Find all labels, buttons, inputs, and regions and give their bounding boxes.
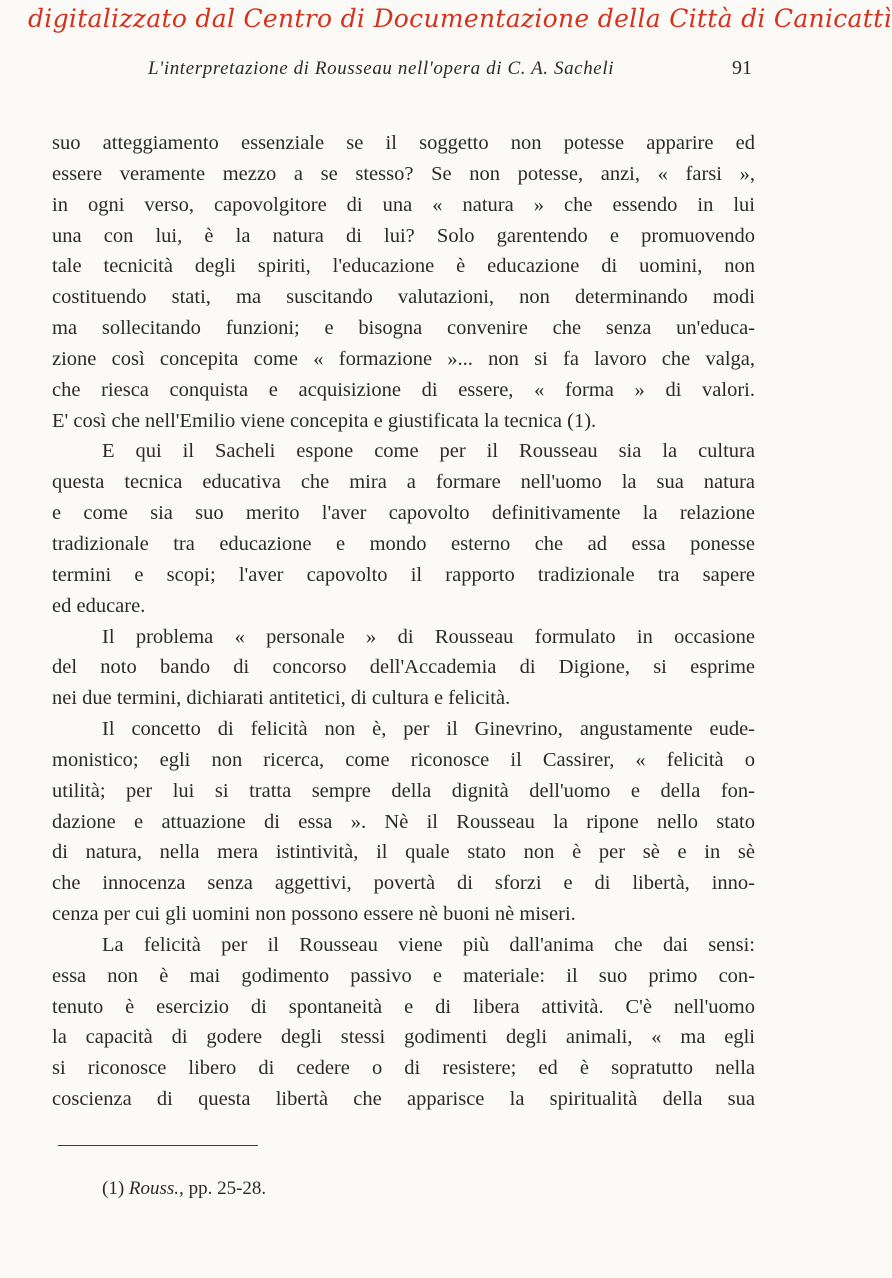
footnote-marker: (1) (102, 1178, 125, 1199)
text-line: termini e scopi; l'aver capovolto il rapporto tradizionale tra sapere (52, 563, 755, 586)
text-line: essa non è mai godimento passivo e materiale: il suo primo con- (52, 964, 755, 987)
text-line: essere veramente mezzo a se stesso? Se non potesse, anzi, « farsi », (52, 162, 755, 185)
footnote-pages: pp. 25-28. (188, 1178, 267, 1199)
text-line: ma sollecitando funzioni; e bisogna convenire che senza un'educa- (52, 317, 755, 340)
text-line: costituendo stati, ma suscitando valutazioni, non determinando modi (52, 286, 755, 309)
paragraph-start-line: Il problema « personale » di Rousseau formulato in occasione (102, 625, 755, 648)
text-line: una con lui, è la natura di lui? Solo garentendo e promuovendo (52, 224, 755, 247)
text-line: che riesca conquista e acquisizione di essere, « forma » di valori. (52, 378, 755, 401)
text-line: coscienza di questa libertà che apparisce la spiritualità della sua (52, 1088, 755, 1111)
footnote (102, 1178, 266, 1200)
text-line: zione così concepita come « formazione »... non si fa lavoro che valga, (52, 347, 755, 370)
text-line: E' così che nell'Emilio viene concepita e giustificata la tecnica (1). (52, 409, 597, 432)
text-line: del noto bando di concorso dell'Accademia di Digione, si esprime (52, 656, 755, 679)
paragraph-start-line: La felicità per il Rousseau viene più dall'anima che dai sensi: (102, 933, 755, 956)
text-line: e come sia suo merito l'aver capovolto definitivamente la relazione (52, 502, 755, 525)
text-line: che innocenza senza aggettivi, povertà di sforzi e di libertà, inno- (52, 872, 755, 895)
text-line: monistico; egli non ricerca, come riconosce il Cassirer, « felicità o (52, 748, 755, 771)
text-line: nei due termini, dichiarati antitetici, di cultura e felicità. (52, 687, 511, 710)
running-title: L'interpretazione di Rousseau nell'opera di C. A. Sacheli (148, 58, 615, 79)
page-number: 91 (732, 57, 752, 79)
footnote-source: Rouss., (128, 1178, 184, 1199)
text-line: la capacità di godere degli stessi godimenti degli animali, « ma egli (52, 1026, 755, 1049)
text-line: questa tecnica educativa che mira a formare nell'uomo la sua natura (52, 471, 755, 494)
text-line: ed educare. (52, 594, 146, 617)
text-line: utilità; per lui si tratta sempre della dignità dell'uomo e della fon- (52, 779, 755, 802)
paragraph-start-line: Il concetto di felicità non è, per il Ginevrino, angustamente eude- (102, 718, 755, 741)
paragraph-start-line: E qui il Sacheli espone come per il Rousseau sia la cultura (102, 440, 755, 463)
text-line: in ogni verso, capovolgitore di una « natura » che essendo in lui (52, 193, 755, 216)
text-line: di natura, nella mera istintività, il quale stato non è per sè e in sè (52, 841, 755, 864)
digitization-watermark: digitalizzato dal Centro di Documentazione della Città di Canicattì (28, 4, 892, 33)
body-text (52, 128, 755, 1115)
text-line: suo atteggiamento essenziale se il soggetto non potesse apparire ed (52, 132, 755, 154)
text-line: dazione e attuazione di essa ». Nè il Rousseau la ripone nello stato (52, 810, 755, 833)
text-line: si riconosce libero di cedere o di resistere; ed è sopratutto nella (52, 1057, 755, 1080)
text-line: tale tecnicità degli spiriti, l'educazione è educazione di uomini, non (52, 255, 755, 278)
text-line: tradizionale tra educazione e mondo esterno che ad essa ponesse (52, 532, 755, 555)
footnote-divider (58, 1145, 258, 1146)
text-line: tenuto è esercizio di spontaneità e di libera attività. C'è nell'uomo (52, 995, 755, 1018)
text-line: cenza per cui gli uomini non possono essere nè buoni nè miseri. (52, 903, 576, 926)
